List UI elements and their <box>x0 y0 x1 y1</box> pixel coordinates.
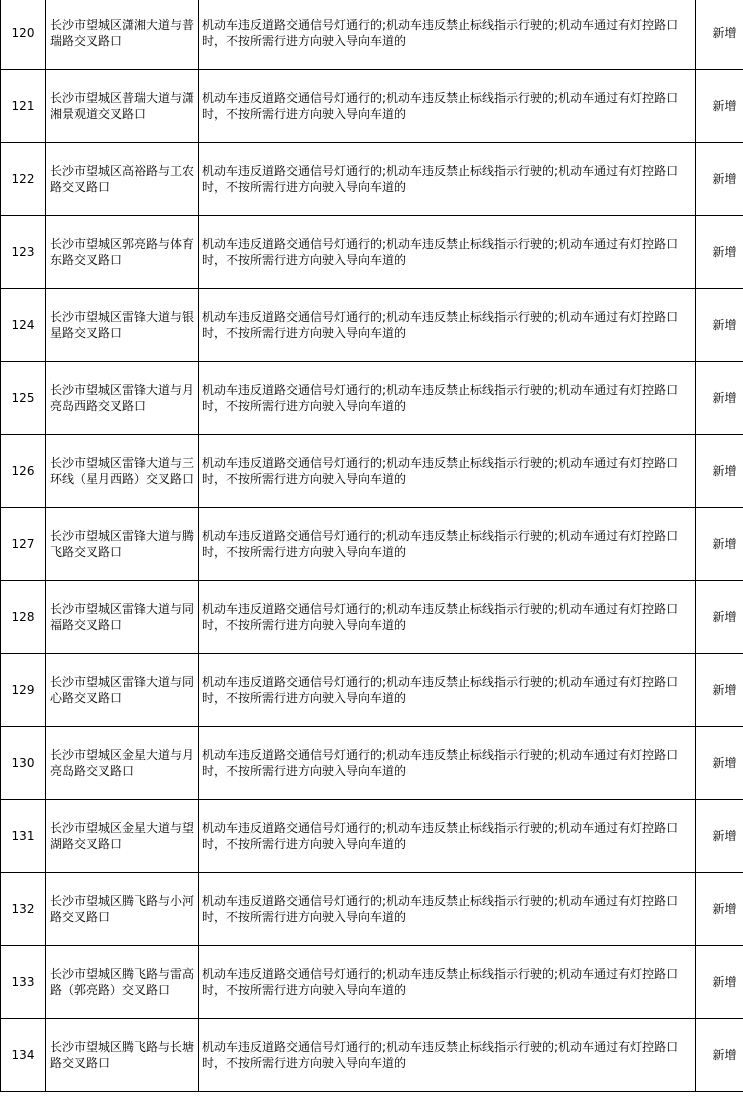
row-number: 122 <box>1 143 46 216</box>
location-cell: 长沙市望城区雷锋大道与三环线（星月西路）交叉路口 <box>46 435 199 508</box>
table-row <box>1 946 743 1019</box>
status-cell: 新增 <box>696 70 743 143</box>
status-cell: 新增 <box>696 143 743 216</box>
table-row <box>1 435 743 508</box>
location-cell: 长沙市望城区雷锋大道与同福路交叉路口 <box>46 581 199 654</box>
status-cell: 新增 <box>696 289 743 362</box>
violation-description-cell: 机动车违反道路交通信号灯通行的;机动车违反禁止标线指示行驶的;机动车通过有灯控路口时，不按所需行进方向驶入导向车道的 <box>199 581 696 654</box>
status-cell: 新增 <box>696 362 743 435</box>
location-cell: 长沙市望城区金星大道与月亮岛路交叉路口 <box>46 727 199 800</box>
table-row <box>1 873 743 946</box>
violation-description-cell: 机动车违反道路交通信号灯通行的;机动车违反禁止标线指示行驶的;机动车通过有灯控路口时，不按所需行进方向驶入导向车道的 <box>199 362 696 435</box>
location-cell: 长沙市望城区雷锋大道与同心路交叉路口 <box>46 654 199 727</box>
location-cell: 长沙市望城区腾飞路与小河路交叉路口 <box>46 873 199 946</box>
status-cell: 新增 <box>696 0 743 70</box>
table-row <box>1 143 743 216</box>
row-number: 128 <box>1 581 46 654</box>
violation-description-cell: 机动车违反道路交通信号灯通行的;机动车违反禁止标线指示行驶的;机动车通过有灯控路口时，不按所需行进方向驶入导向车道的 <box>199 289 696 362</box>
location-cell: 长沙市望城区雷锋大道与腾飞路交叉路口 <box>46 508 199 581</box>
violation-description-cell: 机动车违反道路交通信号灯通行的;机动车违反禁止标线指示行驶的;机动车通过有灯控路口时，不按所需行进方向驶入导向车道的 <box>199 654 696 727</box>
table-row <box>1 654 743 727</box>
row-number: 120 <box>1 0 46 70</box>
table-row <box>1 362 743 435</box>
location-cell: 长沙市望城区腾飞路与雷高路（郭亮路）交叉路口 <box>46 946 199 1019</box>
violation-description-cell: 机动车违反道路交通信号灯通行的;机动车违反禁止标线指示行驶的;机动车通过有灯控路口时，不按所需行进方向驶入导向车道的 <box>199 508 696 581</box>
table-row <box>1 1019 743 1092</box>
status-cell: 新增 <box>696 435 743 508</box>
row-number: 121 <box>1 70 46 143</box>
row-number: 126 <box>1 435 46 508</box>
table-row <box>1 581 743 654</box>
violation-description-cell: 机动车违反道路交通信号灯通行的;机动车违反禁止标线指示行驶的;机动车通过有灯控路口时，不按所需行进方向驶入导向车道的 <box>199 70 696 143</box>
status-cell: 新增 <box>696 727 743 800</box>
violation-description-cell: 机动车违反道路交通信号灯通行的;机动车违反禁止标线指示行驶的;机动车通过有灯控路口时，不按所需行进方向驶入导向车道的 <box>199 727 696 800</box>
location-cell: 长沙市望城区雷锋大道与月亮岛西路交叉路口 <box>46 362 199 435</box>
table-row <box>1 70 743 143</box>
row-number: 123 <box>1 216 46 289</box>
row-number: 129 <box>1 654 46 727</box>
row-number: 133 <box>1 946 46 1019</box>
violation-description-cell: 机动车违反道路交通信号灯通行的;机动车违反禁止标线指示行驶的;机动车通过有灯控路口时，不按所需行进方向驶入导向车道的 <box>199 800 696 873</box>
status-cell: 新增 <box>696 654 743 727</box>
row-number: 134 <box>1 1019 46 1092</box>
table-body <box>1 0 743 1092</box>
violation-description-cell: 机动车违反道路交通信号灯通行的;机动车违反禁止标线指示行驶的;机动车通过有灯控路口时，不按所需行进方向驶入导向车道的 <box>199 946 696 1019</box>
location-cell: 长沙市望城区雷锋大道与银星路交叉路口 <box>46 289 199 362</box>
violation-description-cell: 机动车违反道路交通信号灯通行的;机动车违反禁止标线指示行驶的;机动车通过有灯控路口时，不按所需行进方向驶入导向车道的 <box>199 216 696 289</box>
status-cell: 新增 <box>696 508 743 581</box>
status-cell: 新增 <box>696 216 743 289</box>
row-number: 132 <box>1 873 46 946</box>
violation-description-cell: 机动车违反道路交通信号灯通行的;机动车违反禁止标线指示行驶的;机动车通过有灯控路口时，不按所需行进方向驶入导向车道的 <box>199 1019 696 1092</box>
location-cell: 长沙市望城区郭亮路与体育东路交叉路口 <box>46 216 199 289</box>
table-row <box>1 727 743 800</box>
violation-description-cell: 机动车违反道路交通信号灯通行的;机动车违反禁止标线指示行驶的;机动车通过有灯控路口时，不按所需行进方向驶入导向车道的 <box>199 435 696 508</box>
status-cell: 新增 <box>696 581 743 654</box>
location-cell: 长沙市望城区普瑞大道与潇湘景观道交叉路口 <box>46 70 199 143</box>
row-number: 124 <box>1 289 46 362</box>
violation-description-cell: 机动车违反道路交通信号灯通行的;机动车违反禁止标线指示行驶的;机动车通过有灯控路口时，不按所需行进方向驶入导向车道的 <box>199 0 696 70</box>
status-cell: 新增 <box>696 1019 743 1092</box>
table-row <box>1 800 743 873</box>
status-cell: 新增 <box>696 873 743 946</box>
location-cell: 长沙市望城区高裕路与工农路交叉路口 <box>46 143 199 216</box>
row-number: 127 <box>1 508 46 581</box>
table-row <box>1 508 743 581</box>
violation-description-cell: 机动车违反道路交通信号灯通行的;机动车违反禁止标线指示行驶的;机动车通过有灯控路口时，不按所需行进方向驶入导向车道的 <box>199 143 696 216</box>
row-number: 131 <box>1 800 46 873</box>
status-cell: 新增 <box>696 946 743 1019</box>
location-cell: 长沙市望城区金星大道与望湖路交叉路口 <box>46 800 199 873</box>
row-number: 130 <box>1 727 46 800</box>
table-row <box>1 216 743 289</box>
table-row <box>1 0 743 70</box>
location-cell: 长沙市望城区腾飞路与长塘路交叉路口 <box>46 1019 199 1092</box>
table-row <box>1 289 743 362</box>
row-number: 125 <box>1 362 46 435</box>
location-cell: 长沙市望城区潇湘大道与普瑞路交叉路口 <box>46 0 199 70</box>
status-cell: 新增 <box>696 800 743 873</box>
violation-description-cell: 机动车违反道路交通信号灯通行的;机动车违反禁止标线指示行驶的;机动车通过有灯控路口时，不按所需行进方向驶入导向车道的 <box>199 873 696 946</box>
